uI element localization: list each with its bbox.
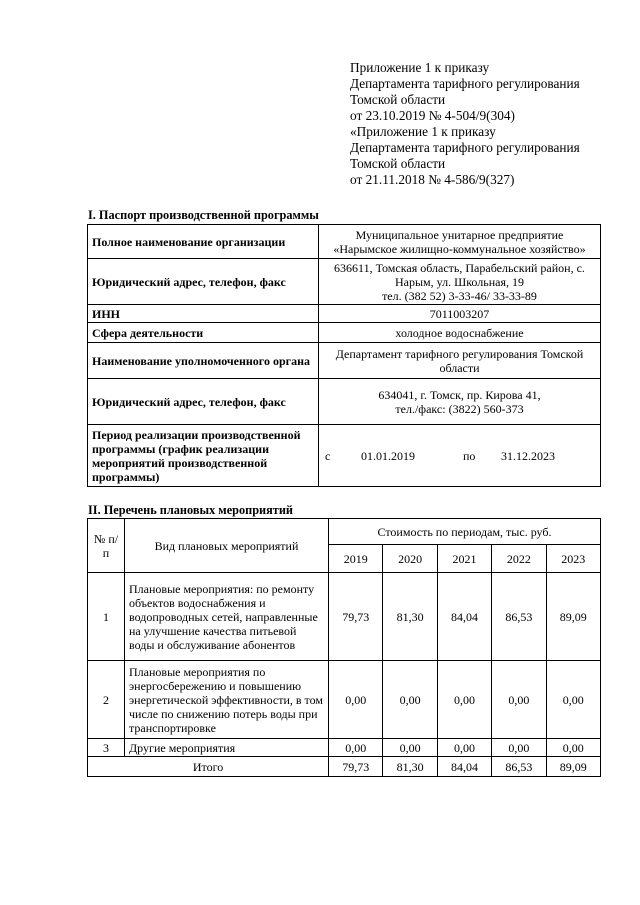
header-line: от 21.11.2018 № 4-586/9(327) — [350, 172, 515, 187]
row-name: Плановые мероприятия по энергосбережению и повышению энергетической эффективности, в том числе по снижению потерь воды при транспортировке — [125, 661, 329, 739]
row-label: ИНН — [88, 305, 319, 323]
total-row — [88, 757, 601, 777]
row-value: 79,73 — [329, 573, 383, 661]
row-value: 0,00 — [437, 739, 491, 757]
value-line: тел. (382 52) 3-33-46/ 33-33-89 — [382, 288, 537, 303]
header-line: Департамента тарифного регулирования — [350, 140, 580, 155]
total-value: 89,09 — [546, 757, 600, 777]
row-value: 0,00 — [492, 661, 546, 739]
total-label: Итого — [88, 757, 329, 777]
row-value: 0,00 — [546, 661, 600, 739]
row-value: холодное водоснабжение — [319, 323, 601, 343]
table-row — [88, 225, 601, 259]
row-value: 0,00 — [437, 661, 491, 739]
row-value: 84,04 — [437, 573, 491, 661]
row-label: Период реализации производственной программы (график реализации мероприятий производственной программы) — [88, 425, 319, 487]
total-value: 79,73 — [329, 757, 383, 777]
header-line: Томской области — [350, 92, 446, 107]
row-value: 0,00 — [383, 739, 437, 757]
year-header: 2020 — [383, 545, 437, 573]
row-num: 1 — [88, 573, 125, 661]
value-line: 634041, г. Томск, пр. Кирова 41, — [378, 387, 541, 402]
period-from-label: с — [325, 448, 331, 463]
row-value: 0,00 — [329, 739, 383, 757]
row-value: 81,30 — [383, 573, 437, 661]
row-value: 0,00 — [329, 661, 383, 739]
row-value: Департамент тарифного регулирования Томской области — [319, 343, 601, 379]
row-value — [319, 259, 601, 305]
year-header: 2021 — [437, 545, 491, 573]
value-line: тел./факс: (3822) 560-373 — [395, 401, 524, 416]
table-row — [88, 573, 601, 661]
section1-title: I. Паспорт производственной программы — [88, 208, 319, 222]
row-value: 89,09 — [546, 573, 600, 661]
row-name: Плановые мероприятия: по ремонту объектов водоснабжения и водопроводных сетей, направленные на улучшение качества питьевой воды и обслуживание абонентов — [125, 573, 329, 661]
table-row — [88, 343, 601, 379]
table-row — [88, 661, 601, 739]
period-to-label: по — [463, 448, 476, 463]
row-name: Другие мероприятия — [125, 739, 329, 757]
period-value — [319, 425, 601, 487]
row-value: 0,00 — [546, 739, 600, 757]
row-label: Полное наименование организации — [88, 225, 319, 259]
section2-title: II. Перечень плановых мероприятий — [88, 503, 294, 517]
row-value: 0,00 — [492, 739, 546, 757]
total-value: 81,30 — [383, 757, 437, 777]
header-line: Томской области — [350, 156, 446, 171]
header-line: «Приложение 1 к приказу — [350, 124, 496, 139]
header-line: Приложение 1 к приказу — [350, 60, 490, 75]
passport-table — [87, 224, 601, 487]
row-value: 0,00 — [383, 661, 437, 739]
row-value — [319, 379, 601, 425]
row-value: Муниципальное унитарное предприятие «Нарымское жилищно-коммунальное хозяйство» — [319, 225, 601, 259]
table-row — [88, 379, 601, 425]
row-label: Сфера деятельности — [88, 323, 319, 343]
header-line: от 23.10.2019 № 4-504/9(304) — [350, 108, 515, 123]
measures-table — [87, 518, 601, 777]
table-row — [88, 305, 601, 323]
value-line: 636611, Томская область, Парабельский район, с. — [334, 260, 585, 275]
table-row — [88, 259, 601, 305]
value-line: Нарым, ул. Школьная, 19 — [394, 274, 524, 289]
row-label: Юридический адрес, телефон, факс — [88, 379, 319, 425]
row-value: 7011003207 — [319, 305, 601, 323]
year-header: 2022 — [492, 545, 546, 573]
row-num: 3 — [88, 739, 125, 757]
period-from: 01.01.2019 — [361, 448, 415, 463]
table-row — [88, 425, 601, 487]
period-to: 31.12.2023 — [501, 448, 555, 463]
order-header — [350, 60, 580, 188]
col-name-header: Вид плановых мероприятий — [125, 519, 329, 573]
table-row — [88, 739, 601, 757]
total-value: 84,04 — [437, 757, 491, 777]
header-line: Департамента тарифного регулирования — [350, 76, 580, 91]
col-cost-header: Стоимость по периодам, тыс. руб. — [329, 519, 601, 545]
row-label: Наименование уполномоченного органа — [88, 343, 319, 379]
year-header: 2023 — [546, 545, 600, 573]
row-label: Юридический адрес, телефон, факс — [88, 259, 319, 305]
table-row — [88, 323, 601, 343]
year-header: 2019 — [329, 545, 383, 573]
row-num: 2 — [88, 661, 125, 739]
row-value: 86,53 — [492, 573, 546, 661]
table-header-row — [88, 519, 601, 545]
col-num-header: № п/п — [88, 519, 125, 573]
total-value: 86,53 — [492, 757, 546, 777]
